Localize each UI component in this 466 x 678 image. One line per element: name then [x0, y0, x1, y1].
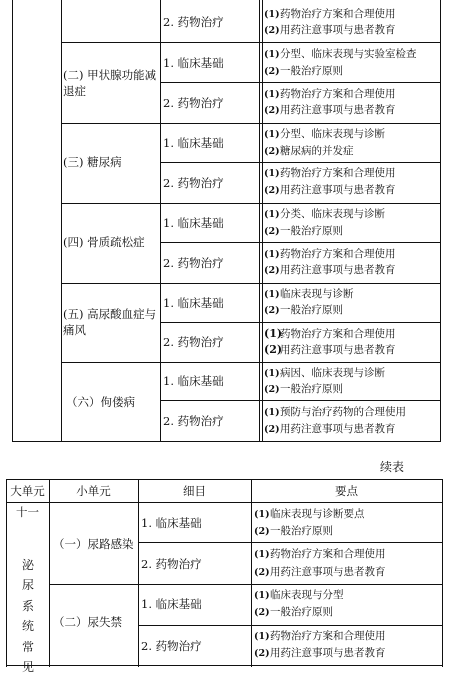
point-text: 糖尿病的并发症 [280, 145, 354, 157]
table-border [440, 0, 441, 441]
table-border [61, 0, 62, 441]
point-text: 药物治疗方案和合理使用 [280, 328, 396, 340]
table-border [262, 0, 263, 441]
subunit-cell: （六）佝偻病 [66, 395, 135, 409]
point-text: 分类、临床表现与诊断 [280, 208, 385, 220]
point-number: (2) [264, 25, 280, 36]
table-border [138, 625, 443, 626]
big-unit-char: 统 [21, 619, 34, 633]
big-unit-char: 系 [21, 599, 34, 613]
table-border [251, 479, 252, 667]
point-number: (2) [264, 146, 280, 157]
point-number: (1) [254, 549, 270, 560]
point-text: 一般治疗原则 [270, 525, 333, 537]
point-item [264, 248, 396, 261]
point-item [264, 383, 343, 396]
point-number: (2) [264, 305, 280, 316]
table-border [6, 502, 443, 503]
point-item [264, 128, 385, 141]
big-unit-char: 尿 [21, 578, 34, 592]
point-text: 药物治疗方案和合理使用 [280, 8, 396, 20]
point-item [264, 327, 396, 341]
point-text: 用药注意事项与患者教育 [270, 647, 386, 659]
big-unit-char: 见 [21, 660, 34, 674]
point-text: 用药注意事项与患者教育 [270, 566, 386, 578]
table-border [61, 362, 441, 363]
detail-cell: 1. 临床基础 [163, 136, 224, 150]
point-item [264, 88, 396, 101]
header-unit: 大单元 [10, 484, 45, 498]
table-border [138, 542, 443, 543]
point-text: 用药注意事项与患者教育 [280, 344, 396, 356]
detail-cell: 1. 临床基础 [163, 216, 224, 230]
point-item [254, 606, 333, 619]
point-number: (1) [264, 407, 280, 418]
point-number: (1) [264, 209, 280, 220]
point-text: 一般治疗原则 [280, 304, 343, 316]
point-number: (2) [254, 567, 270, 578]
point-number: (1) [264, 9, 280, 20]
detail-cell: 1. 临床基础 [163, 374, 224, 388]
point-number: (2) [254, 526, 270, 537]
header-detail: 细目 [183, 484, 206, 498]
point-item [264, 423, 396, 436]
point-item [264, 8, 396, 21]
point-item [264, 264, 396, 277]
detail-cell: 2. 药物治疗 [163, 96, 224, 110]
point-text: 预防与治疗药物的合理使用 [280, 406, 406, 418]
big-unit-number: 十一 [16, 505, 39, 519]
point-text: 临床表现与诊断 [280, 288, 354, 300]
detail-cell: 2. 药物治疗 [163, 335, 224, 349]
point-item [254, 630, 386, 643]
point-text: 药物治疗方案和合理使用 [270, 548, 386, 560]
table-border [12, 441, 441, 442]
point-number: (2) [254, 648, 270, 659]
table-border [160, 162, 441, 163]
point-item [264, 184, 396, 197]
table-border [442, 479, 443, 667]
point-number: (2) [264, 265, 280, 276]
point-number: (2) [264, 343, 283, 356]
point-text: 一般治疗原则 [280, 225, 343, 237]
subunit-cell: (二) 甲状腺功能减退症 [63, 68, 157, 98]
detail-cell: 2. 药物治疗 [163, 176, 224, 190]
point-text: 用药注意事项与患者教育 [280, 24, 396, 36]
point-text: 用药注意事项与患者教育 [280, 104, 396, 116]
point-item [264, 24, 396, 37]
point-number: (1) [264, 289, 280, 300]
point-number: (1) [264, 368, 280, 379]
table-border [160, 322, 441, 323]
point-text: 用药注意事项与患者教育 [280, 264, 396, 276]
point-item [264, 145, 354, 158]
detail-cell: 1. 临床基础 [141, 516, 202, 530]
big-unit-char: 常 [21, 640, 34, 654]
point-number: (1) [264, 327, 283, 340]
point-number: (2) [264, 185, 280, 196]
subunit-cell: (三) 糖尿病 [63, 155, 122, 169]
table-border [49, 584, 443, 585]
table-border [61, 42, 441, 43]
point-item [264, 343, 396, 357]
point-text: 临床表现与分型 [270, 589, 344, 601]
point-item [254, 525, 333, 538]
point-number: (1) [254, 509, 270, 520]
point-number: (1) [264, 249, 280, 260]
point-number: (1) [264, 89, 280, 100]
point-text: 一般治疗原则 [270, 606, 333, 618]
detail-cell: 1. 临床基础 [163, 296, 224, 310]
point-item [264, 48, 417, 61]
point-number: (2) [264, 105, 280, 116]
detail-cell: 2. 药物治疗 [141, 639, 202, 653]
point-number: (1) [254, 631, 270, 642]
point-text: 一般治疗原则 [280, 65, 343, 77]
point-text: 用药注意事项与患者教育 [280, 184, 396, 196]
detail-cell: 2. 药物治疗 [163, 256, 224, 270]
subunit-cell: (四) 骨质疏松症 [63, 235, 145, 249]
table-border [61, 203, 441, 204]
point-item [254, 548, 386, 561]
table-border [160, 0, 161, 441]
subunit-cell: （二）尿失禁 [53, 615, 122, 629]
big-unit-char: 泌 [21, 558, 34, 572]
detail-cell: 2. 药物治疗 [141, 557, 202, 571]
point-item [254, 508, 365, 521]
point-item [254, 589, 344, 602]
point-text: 用药注意事项与患者教育 [280, 423, 396, 435]
table-border [12, 0, 13, 441]
point-text: 临床表现与诊断要点 [270, 508, 365, 520]
point-text: 病因、临床表现与诊断 [280, 367, 385, 379]
subunit-cell: (五) 高尿酸血症与痛风 [63, 307, 157, 337]
point-number: (2) [264, 384, 280, 395]
point-item [264, 208, 385, 221]
table-border [61, 123, 441, 124]
point-text: 药物治疗方案和合理使用 [270, 630, 386, 642]
point-item [264, 406, 406, 419]
point-number: (2) [264, 226, 280, 237]
header-points: 要点 [335, 484, 358, 498]
point-text: 药物治疗方案和合理使用 [280, 248, 396, 260]
point-item [264, 225, 343, 238]
point-item [264, 367, 385, 380]
table-border [259, 0, 260, 441]
table-border [6, 665, 443, 666]
point-number: (1) [264, 129, 280, 140]
point-number: (1) [264, 168, 280, 179]
point-text: 分型、临床表现与实验室检查 [280, 48, 417, 60]
point-item [264, 167, 396, 180]
table-border [61, 283, 441, 284]
continued-label: 续表 [380, 460, 405, 474]
point-item [264, 288, 354, 301]
point-number: (1) [254, 590, 270, 601]
detail-cell: 2. 药物治疗 [163, 414, 224, 428]
point-item [254, 566, 386, 579]
point-item [264, 65, 343, 78]
point-item [264, 304, 343, 317]
point-item [254, 647, 386, 660]
point-text: 药物治疗方案和合理使用 [280, 88, 396, 100]
table-border [138, 479, 139, 667]
table-border [160, 82, 441, 83]
point-number: (2) [264, 424, 280, 435]
header-subunit: 小单元 [76, 484, 111, 498]
point-number: (2) [254, 607, 270, 618]
table-border [160, 242, 441, 243]
point-item [264, 104, 396, 117]
table-border [49, 479, 50, 667]
point-text: 一般治疗原则 [280, 383, 343, 395]
subunit-cell: （一）尿路感染 [53, 537, 134, 551]
table-border [160, 400, 441, 401]
point-number: (1) [264, 49, 280, 60]
point-number: (2) [264, 66, 280, 77]
detail-cell: 1. 临床基础 [141, 597, 202, 611]
point-text: 分型、临床表现与诊断 [280, 128, 385, 140]
detail-cell: 2. 药物治疗 [163, 15, 224, 29]
table-border [6, 479, 443, 480]
point-text: 药物治疗方案和合理使用 [280, 167, 396, 179]
detail-cell: 1. 临床基础 [163, 56, 224, 70]
